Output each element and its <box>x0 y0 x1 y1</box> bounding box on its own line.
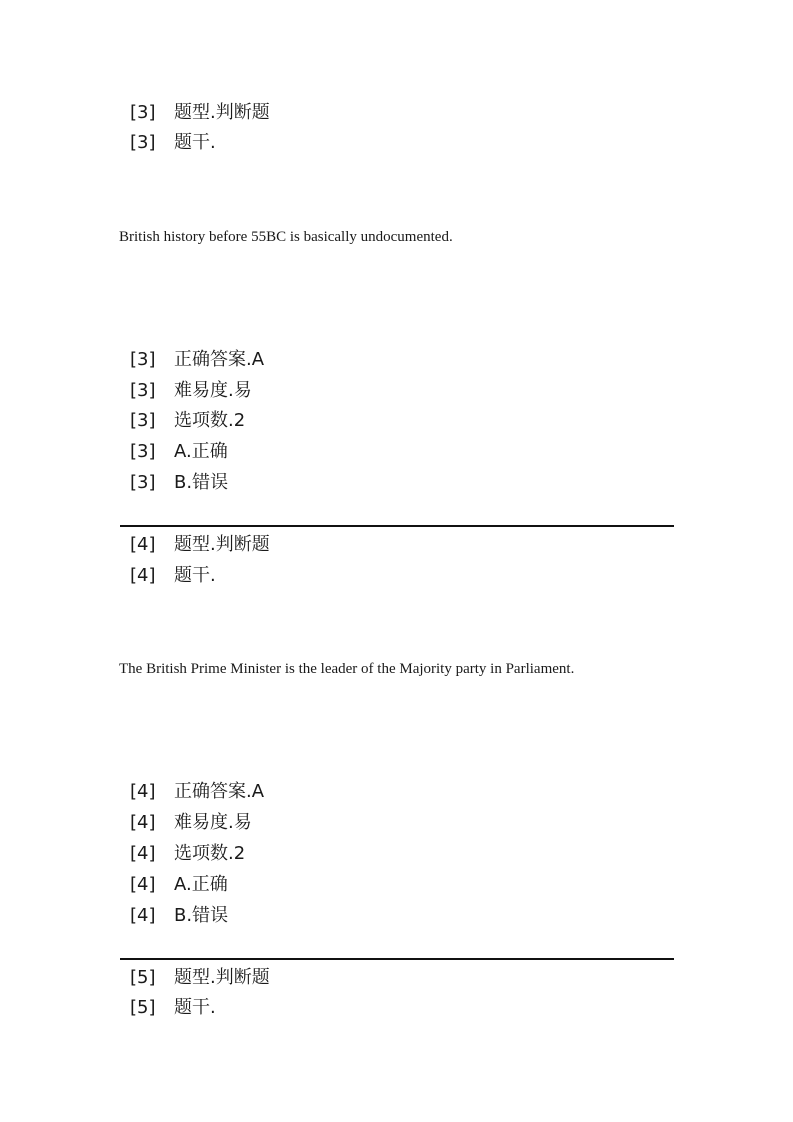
q4-stem-label: 题干. <box>174 565 216 586</box>
q4-option-count-line <box>130 842 245 866</box>
q3-stem-label-line <box>130 131 216 155</box>
q3-answer-line <box>130 348 264 372</box>
q3-number: [3] <box>130 380 156 401</box>
q3-option-count: 选项数.2 <box>174 410 246 431</box>
q3-stem: British history before 55BC is basically undocumented. <box>119 229 453 245</box>
q3-type: 题型.判断题 <box>174 102 270 123</box>
q3-number: [3] <box>130 472 156 493</box>
q4-option-b-line <box>130 904 228 928</box>
q3-difficulty-line <box>130 379 252 403</box>
q3-option-a: A.正确 <box>174 441 228 462</box>
q4-type-line <box>130 533 270 557</box>
q3-option-b: B.错误 <box>174 472 229 493</box>
q3-number: [3] <box>130 349 156 370</box>
q4-answer: 正确答案.A <box>174 781 265 802</box>
section-divider <box>120 958 674 960</box>
q4-difficulty-line <box>130 811 252 835</box>
q5-number: [5] <box>130 997 156 1018</box>
q3-answer: 正确答案.A <box>174 349 265 370</box>
q3-option-a-line <box>130 440 228 464</box>
q4-number: [4] <box>130 874 156 895</box>
q3-number: [3] <box>130 102 156 123</box>
q5-type-line <box>130 966 270 990</box>
q4-type: 题型.判断题 <box>174 534 270 555</box>
q5-number: [5] <box>130 967 156 988</box>
q4-stem: The British Prime Minister is the leader of the Majority party in Parliament. <box>119 661 575 677</box>
q3-difficulty: 难易度.易 <box>174 380 252 401</box>
q3-number: [3] <box>130 132 156 153</box>
q4-option-a: A.正确 <box>174 874 228 895</box>
q4-number: [4] <box>130 534 156 555</box>
q4-difficulty: 难易度.易 <box>174 812 252 833</box>
q5-stem-label: 题干. <box>174 997 216 1018</box>
q4-stem-label-line <box>130 564 216 588</box>
q4-answer-line <box>130 780 264 804</box>
q5-stem-label-line <box>130 996 216 1020</box>
q4-option-a-line <box>130 873 228 897</box>
q4-number: [4] <box>130 781 156 802</box>
section-divider <box>120 525 674 527</box>
q4-number: [4] <box>130 812 156 833</box>
q3-number: [3] <box>130 410 156 431</box>
q4-number: [4] <box>130 905 156 926</box>
q4-number: [4] <box>130 843 156 864</box>
q3-stem-label: 题干. <box>174 132 216 153</box>
q4-option-count: 选项数.2 <box>174 843 246 864</box>
q3-option-b-line <box>130 471 228 495</box>
q5-type: 题型.判断题 <box>174 967 270 988</box>
q3-type-line <box>130 101 270 125</box>
q3-option-count-line <box>130 409 245 433</box>
q4-number: [4] <box>130 565 156 586</box>
q3-number: [3] <box>130 441 156 462</box>
q4-option-b: B.错误 <box>174 905 229 926</box>
